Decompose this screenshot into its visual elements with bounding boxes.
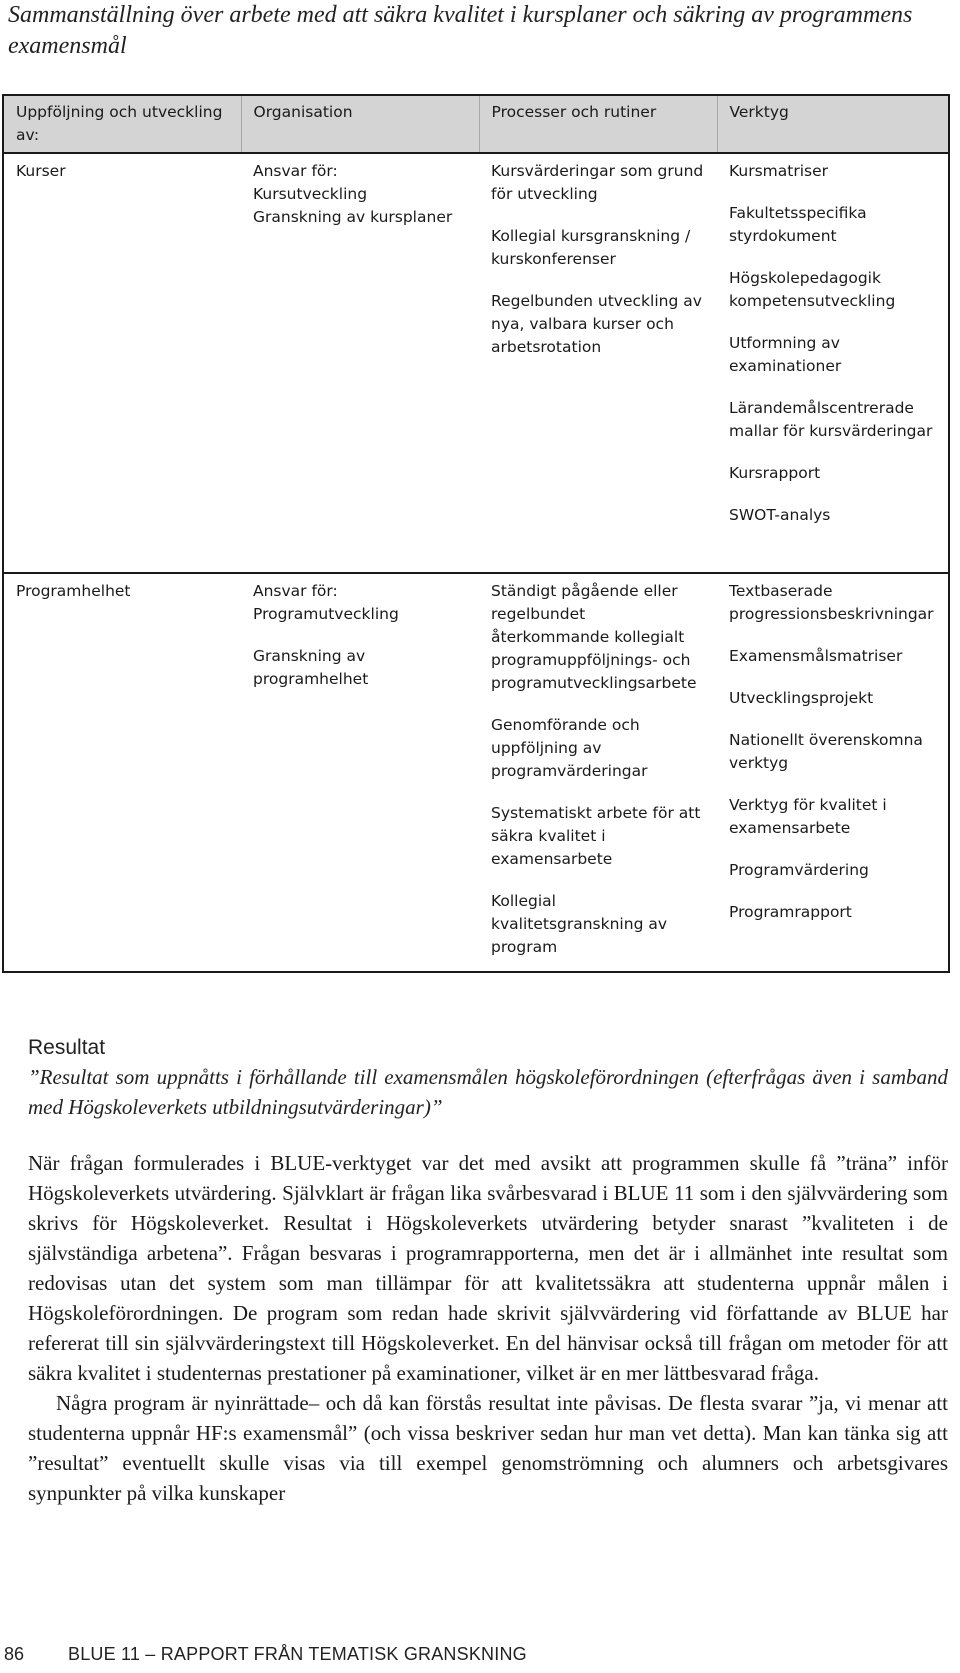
tool-item: Programvärdering [729,861,869,879]
tool-item: Verktyg för kvalitet i examensarbete [729,796,887,837]
table-row-kurser [3,153,949,573]
tool-item: Kursrapport [729,464,821,482]
cell-tools-programhelhet [717,573,949,972]
section-quote: ”Resultat som uppnåtts i förhållande till examensmålen högskoleförordningen (efterfrågas även i samband med Högskoleverkets utbildningsutvärderingar)” [28,1065,948,1119]
header-tools: Verktyg [717,95,949,153]
level-label: Programhelhet [16,582,131,600]
tool-item: Kursmatriser [729,162,829,180]
organisation-line: Kursutveckling [253,185,368,203]
summary-table [2,94,950,973]
figure-title: Sammanställning över arbete med att säkra kvalitet i kursplaner och säkring av programmens examensmål [8,2,913,59]
organisation-line: Granskning av kursplaner [253,208,453,226]
table-header-row [3,95,949,153]
page-number: 86 [4,1644,25,1664]
header-organisation: Organisation [241,95,479,153]
tool-item: Nationellt överenskomna verktyg [729,731,923,772]
tool-item: Utformning av examinationer [729,334,842,375]
body-paragraph: När frågan formulerades i BLUE-verktyget var det med avsikt att programmen skulle få ”träna” inför Högskoleverkets utvärdering. Självklart är frågan lika svårbesvarad i BLUE 11 som i den självvärdering som skrivs för Högskoleverket. Resultat i Högskoleverkets utvärdering betyder snarast ”kvaliteten i de självständiga arbetena”. Frågan besvaras i programrapporterna, men det är i allmänhet inte resultat som redovisas utan det system som man tillämpar för att kvalitetssäkra att studenterna uppnår målen i Högskoleförordningen. De program som redan hade skrivit självvärdering vid författande av BLUE har refererat till sin självvärderingstext till Högskoleverket. En del hänvisar också till frågan om metoder för att säkra kvalitet i studenternas prestationer på examinationer, vilket är en mer lättbesvarad fråga. [28,1151,948,1385]
process-item: Ständigt pågående eller regelbundet återkommande kollegialt programuppföljnings- och programutvecklingsarbete [491,582,697,692]
tool-item: Examensmålsmatriser [729,647,903,665]
header-processes: Processer och rutiner [479,95,717,153]
cell-level-kurser [3,153,241,573]
process-item: Systematiskt arbete för att säkra kvalitet i examensarbete [491,804,701,868]
process-item: Kursvärderingar som grund för utveckling [491,162,704,203]
table-row-programhelhet [3,573,949,972]
cell-organisation-programhelhet [241,573,479,972]
organisation-item: Ansvar för: Programutveckling [253,582,399,623]
process-item: Kollegial kvalitetsgranskning av program [491,892,668,956]
organisation-line: Ansvar för: [253,162,338,180]
header-follow-up: Uppföljning och utveckling av: [3,95,241,153]
body-paragraph: Några program är nyinrättade– och då kan förstås resultat inte påvisas. De flesta svarar ”ja, vi menar att studenterna uppnår HF:s examensmål” (och vissa beskriver sedan hur man vet detta). Man kan tänka sig att ”resultat” eventuellt skulle visas via till exempel genomströmning och alumners och arbetsgivares synpunkter på vilka kunskaper [28,1391,948,1505]
body-text [28,1148,948,1508]
tool-item: Textbaserade progressionsbeskrivningar [729,582,934,623]
cell-level-programhelhet [3,573,241,972]
tool-item: SWOT-analys [729,506,831,524]
process-item: Genomförande och uppföljning av programvärderingar [491,716,648,780]
cell-processes-kurser [479,153,717,573]
process-item: Regelbunden utveckling av nya, valbara kurser och arbetsrotation [491,292,702,356]
running-title: BLUE 11 – RAPPORT FRÅN TEMATISK GRANSKNING [68,1644,527,1664]
process-item: Kollegial kursgranskning / kurskonferenser [491,227,691,268]
tool-item: Fakultetsspecifika styrdokument [729,204,867,245]
cell-organisation-kurser [241,153,479,573]
tool-item: Högskolepedagogik kompetensutveckling [729,269,896,310]
section-heading: Resultat [28,1036,106,1059]
tool-item: Utvecklingsprojekt [729,689,874,707]
tool-item: Programrapport [729,903,852,921]
level-label: Kurser [16,162,66,180]
organisation-item: Granskning av programhelhet [253,647,369,688]
cell-processes-programhelhet [479,573,717,972]
cell-tools-kurser [717,153,949,573]
tool-item: Lärandemålscentrerade mallar för kursvärderingar [729,399,933,440]
